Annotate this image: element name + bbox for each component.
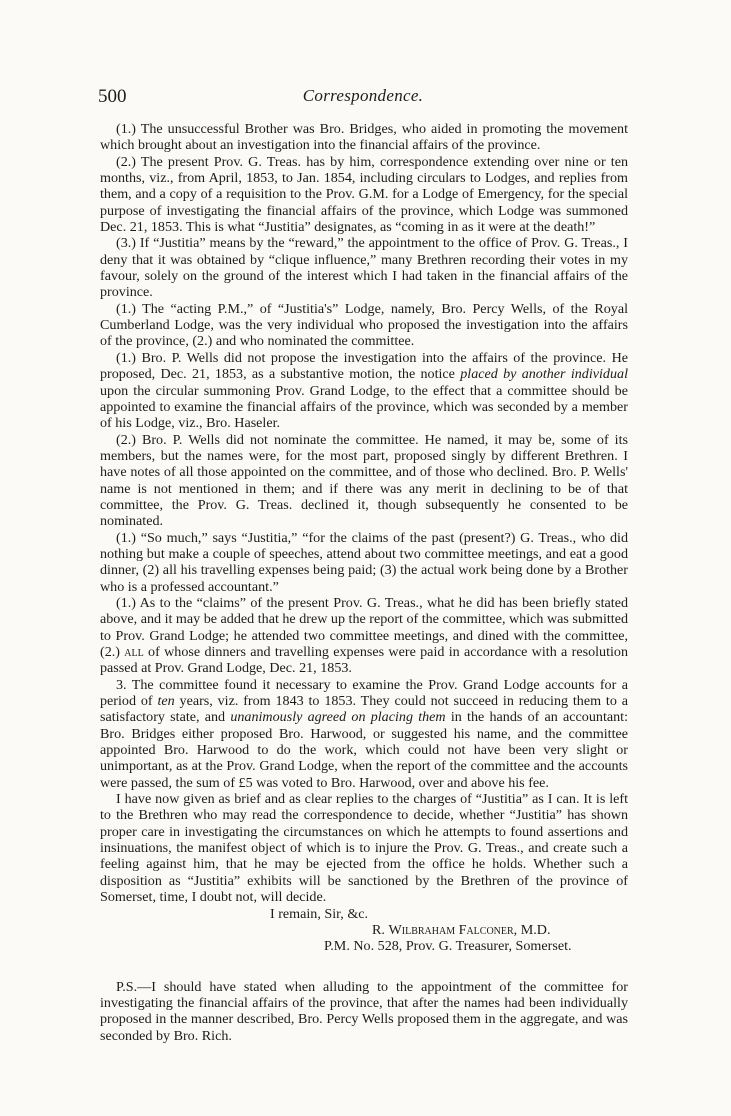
paragraph: (2.) Bro. P. Wells did not nominate the committee. He named, it may be, some of its members, but the names were, for the most part, proposed singly by different Brethren. I have notes of all those appointed on the committee, and of those who declined. Bro. P. Wells' name is not mentioned in them; and if there was any merit in declining to be of that committee, the Prov. G. Treas. declined it, though subsequently he consented to be nominated. [100,431,628,530]
signature-name: Wilbraham Falconer, [388,921,518,938]
paragraph: I have now given as brief and as clear replies to the charges of “Justitia” as I can. It is left to the Brethren who may read the correspondence to decide, whether “Justitia” has shown proper care in investigating the circumstances on which he attempts to found assertions and insinuations, the manifest object of which is to injure the Prov. G. Treas., and create such a feeling against him, that he may be ejected from the office he holds. Whether such a disposition as “Justitia” exhibits will be sanctioned by the Brethren of the province of Somerset, time, I doubt not, will decide. [100,791,628,906]
italic-text: ten [157,693,175,710]
paragraph-text: (1.) Bro. P. Wells did not propose the investigation into the affairs of the province. He proposed, Dec. 21, 1853, as a substantive motion, the notice [100,349,628,383]
paragraph: (1.) The “acting P.M.,” of “Justitia's” Lodge, namely, Bro. Percy Wells, of the Royal Cumberland Lodge, was the very individual who proposed the investigation into the affairs of the province, (2.) and who nominated the committee. [100,300,628,350]
paragraph: (1.) The unsuccessful Brother was Bro. Bridges, who aided in promoting the movement which brought about an investigation into the financial affairs of the province. [100,121,628,154]
letter-body [100,121,628,1044]
paragraph: (2.) The present Prov. G. Treas. has by him, correspondence extending over nine or ten months, viz., from April, 1853, to Jan. 1854, including circulars to Lodges, and replies from them, and a copy of a requisition to the Prov. G.M. for a Lodge of Emergency, for the special purpose of investigating the financial affairs of the province, which Lodge was summoned Dec. 21, 1853. This is what “Justitia” designates, as “coming in as it were at the death!” [100,153,628,236]
paragraph-text: upon the circular summoning Prov. Grand Lodge, to the effect that a committee should be appointed to examine the financial affairs of the province, which was seconded by a member of his Lodge, viz., Bro. Haseler. [100,382,628,432]
paragraph [100,595,628,677]
letter-closing [100,906,628,955]
postscript: P.S.—I should have stated when alluding to the appointment of the committee for investigating the financial affairs of the province, that after the names had been individually proposed in the manner described, Bro. Percy Wells proposed them in the aggregate, and was seconded by Bro. Rich. [100,978,628,1044]
paragraph-text: (1.) As to the “claims” of the present Prov. G. Treas., what he did has been briefly stated above, and it may be added that he drew up the report of the committee, which was submitted to Prov. Grand Lodge; he attended two committee meetings, and dined with the committee, (2.) [100,594,628,660]
italic-text: unanimously agreed on placing them [230,709,446,726]
paragraph-text: in the hands of an accountant: Bro. Bridges either proposed Bro. Harwood, or suggested his name, and the committee appointed Bro. Harwood to do the work, which could not have been very slight or unimportant, as at the Prov. Grand Lodge, when the report of the committee and the accounts were passed, the sum of £5 was voted to Bro. Harwood, over and above his fee. [100,709,629,791]
paragraph [100,350,628,432]
paragraph: (1.) “So much,” says “Justitia,” “for the claims of the past (present?) G. Treas., who did nothing but make a couple of speeches, attend about two committee meetings, and eat a good dinner, (2) all his travelling expenses being paid; (3) the actual work being done by a Brother who is a professed accountant.” [100,529,628,595]
italic-text: placed by another individual [460,366,628,383]
signature [100,922,628,938]
page-number: 500 [98,86,127,107]
paragraph-text: 3. The committee found it necessary to examine the Prov. Grand Lodge accounts for a period of [100,676,628,710]
smallcaps-text: all [124,644,144,660]
page-header [98,86,628,110]
paragraph: (3.) If “Justitia” means by the “reward,” the appointment to the office of Prov. G. Treas., I deny that it was obtained by “clique influence,” many Brethren recording their votes in my favour, solely on the ground of the interest which I had taken in the financial affairs of the province. [100,235,628,301]
paragraph-text: years, viz. from 1843 to 1853. They could not succeed in reducing them to a satisfactory state, and [100,693,628,726]
paragraph [100,677,628,791]
signature-degree: M.D. [517,921,551,938]
salutation: I remain, Sir, &c. [270,905,369,922]
signatory-title: P.M. No. 528, Prov. G. Treasurer, Somerset. [324,938,572,955]
signature-initial: R. [372,921,389,938]
paragraph-text: of whose dinners and travelling expenses were paid in accordance with a resolution passed at Prov. Grand Lodge, Dec. 21, 1853. [100,644,629,677]
running-title: Correspondence. [302,86,424,105]
